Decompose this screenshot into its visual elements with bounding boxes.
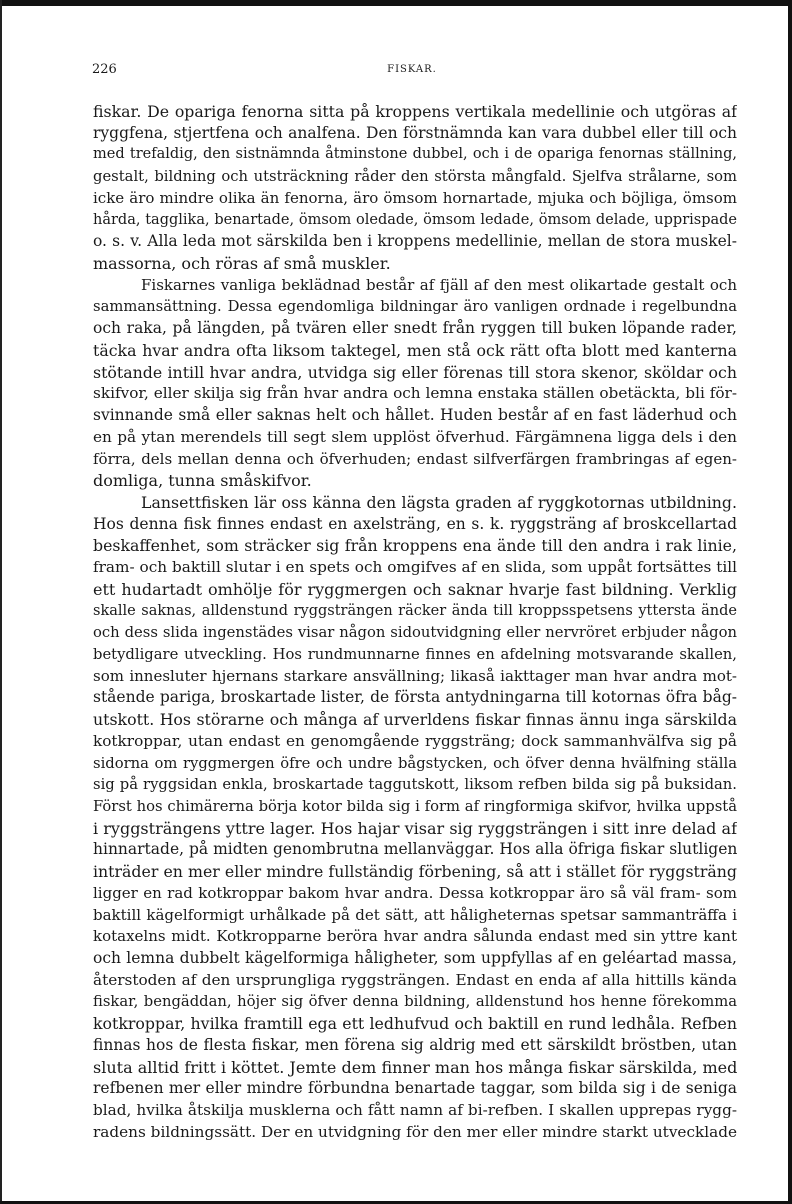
page-number: 226: [92, 62, 117, 77]
text-line: täcka hvar andra ofta liksom taktegel, men stå ock rätt ofta blott med kanterna: [93, 340, 737, 360]
text-line: skifvor, eller skilja sig från hvar andra och lemna enstaka ställen obetäckta, bli för-: [93, 384, 737, 403]
text-line: icke äro mindre olika än fenorna, äro ömsom hornartade, mjuka och böjliga, ömsom: [93, 188, 737, 207]
text-line: fram- och baktill slutar i en spets och omgifves af en slida, som uppåt fortsättes till: [93, 558, 737, 577]
text-line: i ryggsträngens yttre lager. Hos hajar visar sig ryggsträngen i sitt inre delad af: [93, 818, 737, 838]
text-line: finnas hos de flesta fiskar, men förena sig aldrig med ett särskildt bröstben, utan: [93, 1035, 737, 1054]
text-line: Först hos chimärerna börja kotor bilda sig i form af ringformiga skifvor, hvilka uppstå: [93, 798, 737, 815]
scan-border-right: [788, 0, 792, 1204]
text-line: ligger en rad kotkroppar bakom hvar andra. Dessa kotkroppar äro så väl fram- som: [93, 883, 737, 902]
scan-border-top: [0, 0, 792, 6]
text-line: som innesluter hjernans starkare ansvällning; likaså iakttager man hvar andra mot-: [93, 666, 737, 685]
text-line: beskaffenhet, som sträcker sig från kroppens ena ände till den andra i rak linie,: [93, 536, 737, 556]
body-text: [93, 101, 737, 1144]
text-line: med trefaldig, den sistnämnda åtminstone dubbel, och i de opariga fenornas ställning,: [93, 146, 737, 163]
text-line: radens bildningssätt. Der en utvidgning för den mer eller mindre starkt utvecklade: [93, 1122, 737, 1141]
text-line: Fiskarnes vanliga beklädnad består af fjäll af den mest olikartade gestalt och: [141, 275, 737, 294]
text-line: och dess slida ingenstädes visar någon sidoutvidgning eller nervröret erbjuder någon: [93, 624, 737, 642]
text-line: baktill kägelformigt urhålkade på det sätt, att håligheternas spetsar sammanträffa i: [93, 905, 737, 924]
text-line: refbenen mer eller mindre förbundna benartade taggar, som bilda sig i de seniga: [93, 1079, 737, 1098]
text-line: Hos denna fisk finnes endast en axelsträng, en s. k. ryggsträng af broskcellartad: [93, 514, 737, 533]
text-line: gestalt, bildning och utsträckning råder den största mångfald. Sjelfva strålarne, som: [93, 168, 737, 186]
text-line: stötande intill hvar andra, utvidga sig eller förenas till stora skenor, sköldar och: [93, 362, 737, 382]
text-line: sig på ryggsidan enkla, broskartade taggutskott, liksom refben bilda sig på buksidan.: [93, 776, 737, 794]
text-line: återstoden af den ursprungliga ryggsträngen. Endast en enda af alla hittills kända: [93, 970, 737, 989]
text-line: o. s. v. Alla leda mot särskilda ben i kroppens medellinie, mellan de stora muskel-: [93, 232, 737, 251]
text-line: och lemna dubbelt kägelformiga håligheter, som uppfyllas af en geléartad massa,: [93, 949, 737, 968]
text-line: kotkroppar, hvilka framtill ega ett ledhufvud och baktill en rund ledhåla. Refben: [93, 1014, 737, 1034]
text-line: ryggfena, stjertfena och analfena. Den förstnämnda kan vara dubbel eller till och: [93, 123, 737, 142]
text-line: hinnartade, på midten genombrutna mellanväggar. Hos alla öfriga fiskar slutligen: [93, 840, 737, 859]
text-line: och raka, på längden, på tvären eller snedt från ryggen till buken löpande rader,: [93, 319, 737, 338]
running-head: [92, 62, 732, 82]
text-line: massorna, och röras af små muskler.: [93, 254, 391, 274]
running-title: FISKAR.: [387, 64, 437, 75]
text-line: en på ytan merendels till segt slem upplöst öfverhud. Färgämnena ligga dels i den: [93, 427, 737, 446]
text-line: hårda, tagglika, benartade, ömsom oledade, ömsom ledade, ömsom delade, upprispade: [93, 211, 737, 228]
text-line: sidorna om ryggmergen öfre och undre bågstycken, och öfver denna hvälfning ställa: [93, 754, 737, 772]
text-line: betydligare utveckling. Hos rundmunnarne finnes en afdelning motsvarande skallen,: [93, 645, 737, 663]
text-line: kotkroppar, utan endast en genomgående ryggsträng; dock sammanhvälfva sig på: [93, 731, 737, 750]
scan-border-left: [0, 0, 2, 1204]
text-line: sammansättning. Dessa egendomliga bildningar äro vanligen ordnade i regelbundna: [93, 298, 737, 316]
text-line: utskott. Hos störarne och många af urverldens fiskar finnas ännu inga särskilda: [93, 710, 737, 730]
text-line: ett hudartadt omhölje för ryggmergen och saknar hvarje fast bildning. Verklig: [93, 579, 737, 599]
text-line: Lansettfisken lär oss känna den lägsta graden af ryggkotornas utbildning.: [141, 492, 737, 512]
text-line: skalle saknas, alldenstund ryggsträngen räcker ända till kroppsspetsens yttersta ände: [93, 602, 737, 619]
text-line: sluta alltid fritt i köttet. Jemte dem finner man hos många fiskar särskilda, med: [93, 1057, 737, 1077]
text-line: kotaxelns midt. Kotkropparne beröra hvar andra sålunda endast med sin yttre kant: [93, 927, 737, 946]
text-line: förra, dels mellan denna och öfverhuden; endast silfverfärgen frambringas af egen-: [93, 449, 737, 468]
text-line: fiskar, bengäddan, höjer sig öfver denna bildning, alldenstund hos henne förekomma: [93, 993, 737, 1011]
text-line: inträder en mer eller mindre fullständig förbening, så att i stället för ryggsträng: [93, 862, 737, 882]
text-line: svinnande små eller saknas helt och hållet. Huden består af en fast läderhud och: [93, 406, 737, 425]
text-line: domliga, tunna småskifvor.: [93, 471, 312, 491]
text-line: stående pariga, broskartade lister, de första antydningarna till kotornas öfra båg-: [93, 688, 737, 707]
text-line: fiskar. De opariga fenorna sitta på kroppens vertikala medellinie och utgöras af: [93, 102, 737, 121]
text-line: blad, hvilka åtskilja musklerna och fått namn af bi-refben. I skallen upprepas rygg-: [93, 1101, 737, 1120]
